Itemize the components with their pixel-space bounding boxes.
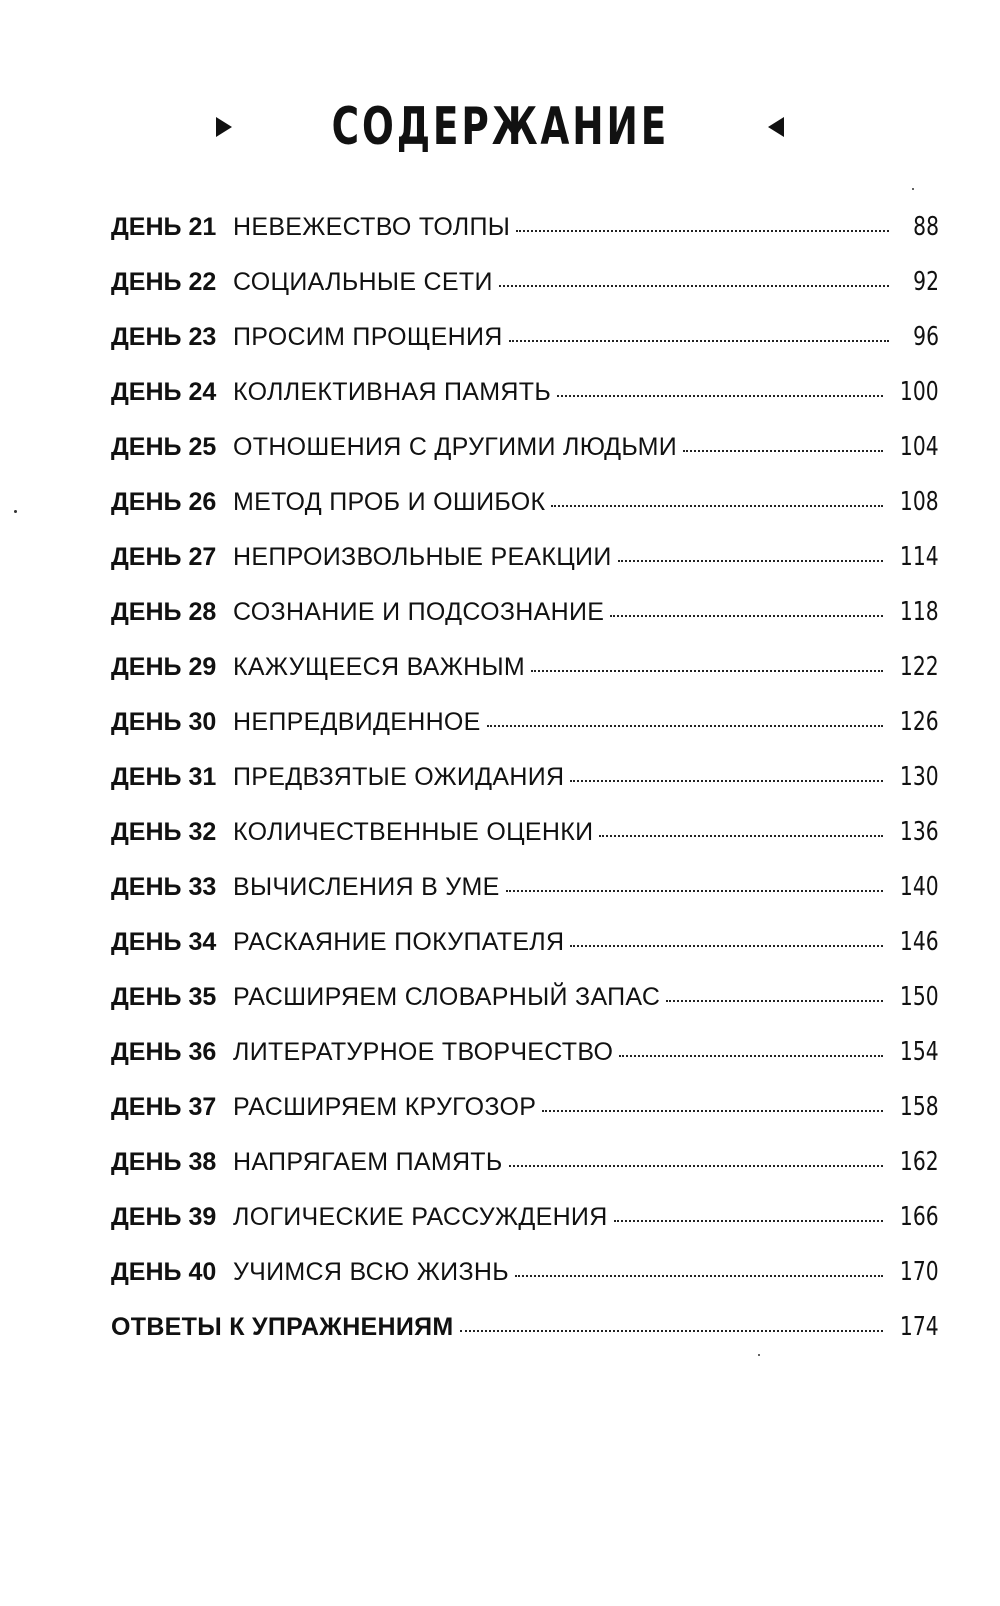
toc-entry-day-21[interactable] [111, 212, 939, 267]
toc-page-number: 100 [900, 377, 939, 407]
toc-day-label: ДЕНЬ 24 [111, 378, 217, 406]
toc-answers-label: ОТВЕТЫ К УПРАЖНЕНИЯМ [111, 1313, 454, 1341]
toc-topic: КОЛИЧЕСТВЕННЫЕ ОЦЕНКИ [233, 818, 594, 846]
dot-leader [666, 999, 883, 1002]
dot-leader [542, 1109, 883, 1112]
table-of-contents [111, 212, 939, 1367]
toc-entry-day-28[interactable] [111, 597, 939, 652]
toc-entry-day-31[interactable] [111, 762, 939, 817]
dot-leader [499, 284, 889, 287]
dot-leader [618, 559, 884, 562]
toc-page-number: 118 [900, 597, 939, 627]
toc-day-label: ДЕНЬ 23 [111, 323, 217, 351]
dot-leader [610, 614, 883, 617]
toc-topic: КОЛЛЕКТИВНАЯ ПАМЯТЬ [233, 378, 552, 406]
toc-entry-day-36[interactable] [111, 1037, 939, 1092]
toc-topic: ПРОСИМ ПРОЩЕНИЯ [233, 323, 503, 351]
toc-entry-day-26[interactable] [111, 487, 939, 542]
dot-leader [506, 889, 884, 892]
toc-topic: УЧИМСЯ ВСЮ ЖИЗНЬ [233, 1258, 509, 1286]
toc-day-label: ДЕНЬ 34 [111, 928, 217, 956]
toc-entry-day-38[interactable] [111, 1147, 939, 1202]
dot-leader [551, 504, 883, 507]
toc-day-label: ДЕНЬ 25 [111, 433, 217, 461]
toc-day-label: ДЕНЬ 30 [111, 708, 217, 736]
toc-page-number: 136 [900, 817, 939, 847]
toc-entry-day-35[interactable] [111, 982, 939, 1037]
dot-leader [509, 1164, 884, 1167]
dot-leader [619, 1054, 883, 1057]
toc-topic: РАСШИРЯЕМ СЛОВАРНЫЙ ЗАПАС [233, 983, 661, 1011]
print-speck [912, 188, 914, 190]
toc-topic: ПРЕДВЗЯТЫЕ ОЖИДАНИЯ [233, 763, 565, 791]
toc-topic: МЕТОД ПРОБ И ОШИБОК [233, 488, 546, 516]
toc-day-label: ДЕНЬ 29 [111, 653, 217, 681]
page-title: СОДЕРЖАНИЕ [331, 97, 669, 157]
toc-entry-day-25[interactable] [111, 432, 939, 487]
dot-leader [516, 229, 889, 232]
toc-topic: КАЖУЩЕЕСЯ ВАЖНЫМ [233, 653, 526, 681]
toc-page-number: 140 [900, 872, 939, 902]
dot-leader [570, 779, 883, 782]
triangle-right-icon [216, 117, 232, 137]
toc-day-label: ДЕНЬ 40 [111, 1258, 217, 1286]
toc-topic: СОЗНАНИЕ И ПОДСОЗНАНИЕ [233, 598, 605, 626]
toc-entry-day-32[interactable] [111, 817, 939, 872]
toc-day-label: ДЕНЬ 36 [111, 1038, 217, 1066]
toc-day-label: ДЕНЬ 39 [111, 1203, 217, 1231]
toc-entry-day-34[interactable] [111, 927, 939, 982]
dot-leader [509, 339, 889, 342]
print-speck [14, 510, 17, 513]
toc-day-label: ДЕНЬ 37 [111, 1093, 217, 1121]
toc-entry-day-23[interactable] [111, 322, 939, 377]
toc-topic: НЕВЕЖЕСТВО ТОЛПЫ [233, 213, 511, 241]
toc-page-number: 146 [900, 927, 939, 957]
dot-leader [487, 724, 884, 727]
toc-page-number: 150 [900, 982, 939, 1012]
toc-day-label: ДЕНЬ 26 [111, 488, 217, 516]
toc-entry-day-27[interactable] [111, 542, 939, 597]
toc-day-label: ДЕНЬ 32 [111, 818, 217, 846]
dot-leader [515, 1274, 883, 1277]
print-speck [758, 1354, 760, 1356]
toc-topic: РАСКАЯНИЕ ПОКУПАТЕЛЯ [233, 928, 565, 956]
toc-day-label: ДЕНЬ 22 [111, 268, 217, 296]
toc-day-label: ДЕНЬ 21 [111, 213, 217, 241]
toc-page-number: 154 [900, 1037, 939, 1067]
dot-leader [570, 944, 883, 947]
toc-page-number: 96 [913, 322, 939, 352]
toc-entry-day-37[interactable] [111, 1092, 939, 1147]
toc-page-number: 88 [913, 212, 939, 242]
toc-page-number: 166 [900, 1202, 939, 1232]
toc-topic: СОЦИАЛЬНЫЕ СЕТИ [233, 268, 493, 296]
dot-leader [460, 1329, 884, 1332]
toc-topic: ЛИТЕРАТУРНОЕ ТВОРЧЕСТВО [233, 1038, 614, 1066]
toc-day-label: ДЕНЬ 31 [111, 763, 217, 791]
toc-page-number: 130 [900, 762, 939, 792]
toc-page-number: 126 [900, 707, 939, 737]
dot-leader [683, 449, 883, 452]
toc-day-label: ДЕНЬ 38 [111, 1148, 217, 1176]
toc-topic: НЕПРОИЗВОЛЬНЫЕ РЕАКЦИИ [233, 543, 612, 571]
toc-day-label: ДЕНЬ 27 [111, 543, 217, 571]
toc-entry-day-24[interactable] [111, 377, 939, 432]
toc-day-label: ДЕНЬ 33 [111, 873, 217, 901]
toc-day-label: ДЕНЬ 28 [111, 598, 217, 626]
toc-day-label: ДЕНЬ 35 [111, 983, 217, 1011]
toc-topic: ЛОГИЧЕСКИЕ РАССУЖДЕНИЯ [233, 1203, 608, 1231]
title-row [0, 92, 1000, 162]
toc-entry-day-39[interactable] [111, 1202, 939, 1257]
triangle-left-icon [768, 117, 784, 137]
toc-entry-day-30[interactable] [111, 707, 939, 762]
toc-entry-day-33[interactable] [111, 872, 939, 927]
toc-page-number: 108 [900, 487, 939, 517]
toc-page-number: 158 [900, 1092, 939, 1122]
toc-entry-day-40[interactable] [111, 1257, 939, 1312]
toc-topic: ОТНОШЕНИЯ С ДРУГИМИ ЛЮДЬМИ [233, 433, 677, 461]
toc-page-number: 162 [900, 1147, 939, 1177]
toc-topic: ВЫЧИСЛЕНИЯ В УМЕ [233, 873, 500, 901]
toc-page-number: 170 [900, 1257, 939, 1287]
dot-leader [599, 834, 883, 837]
toc-topic: РАСШИРЯЕМ КРУГОЗОР [233, 1093, 537, 1121]
toc-topic: НАПРЯГАЕМ ПАМЯТЬ [233, 1148, 503, 1176]
toc-page-number: 92 [913, 267, 939, 297]
dot-leader [557, 394, 883, 397]
dot-leader [531, 669, 883, 672]
toc-page-number: 114 [900, 542, 939, 572]
toc-page-number: 122 [900, 652, 939, 682]
toc-page-number: 174 [900, 1312, 939, 1342]
toc-entry-day-29[interactable] [111, 652, 939, 707]
toc-page-number: 104 [900, 432, 939, 462]
dot-leader [614, 1219, 884, 1222]
toc-entry-answers[interactable] [111, 1312, 939, 1367]
toc-entry-day-22[interactable] [111, 267, 939, 322]
toc-topic: НЕПРЕДВИДЕННОЕ [233, 708, 481, 736]
